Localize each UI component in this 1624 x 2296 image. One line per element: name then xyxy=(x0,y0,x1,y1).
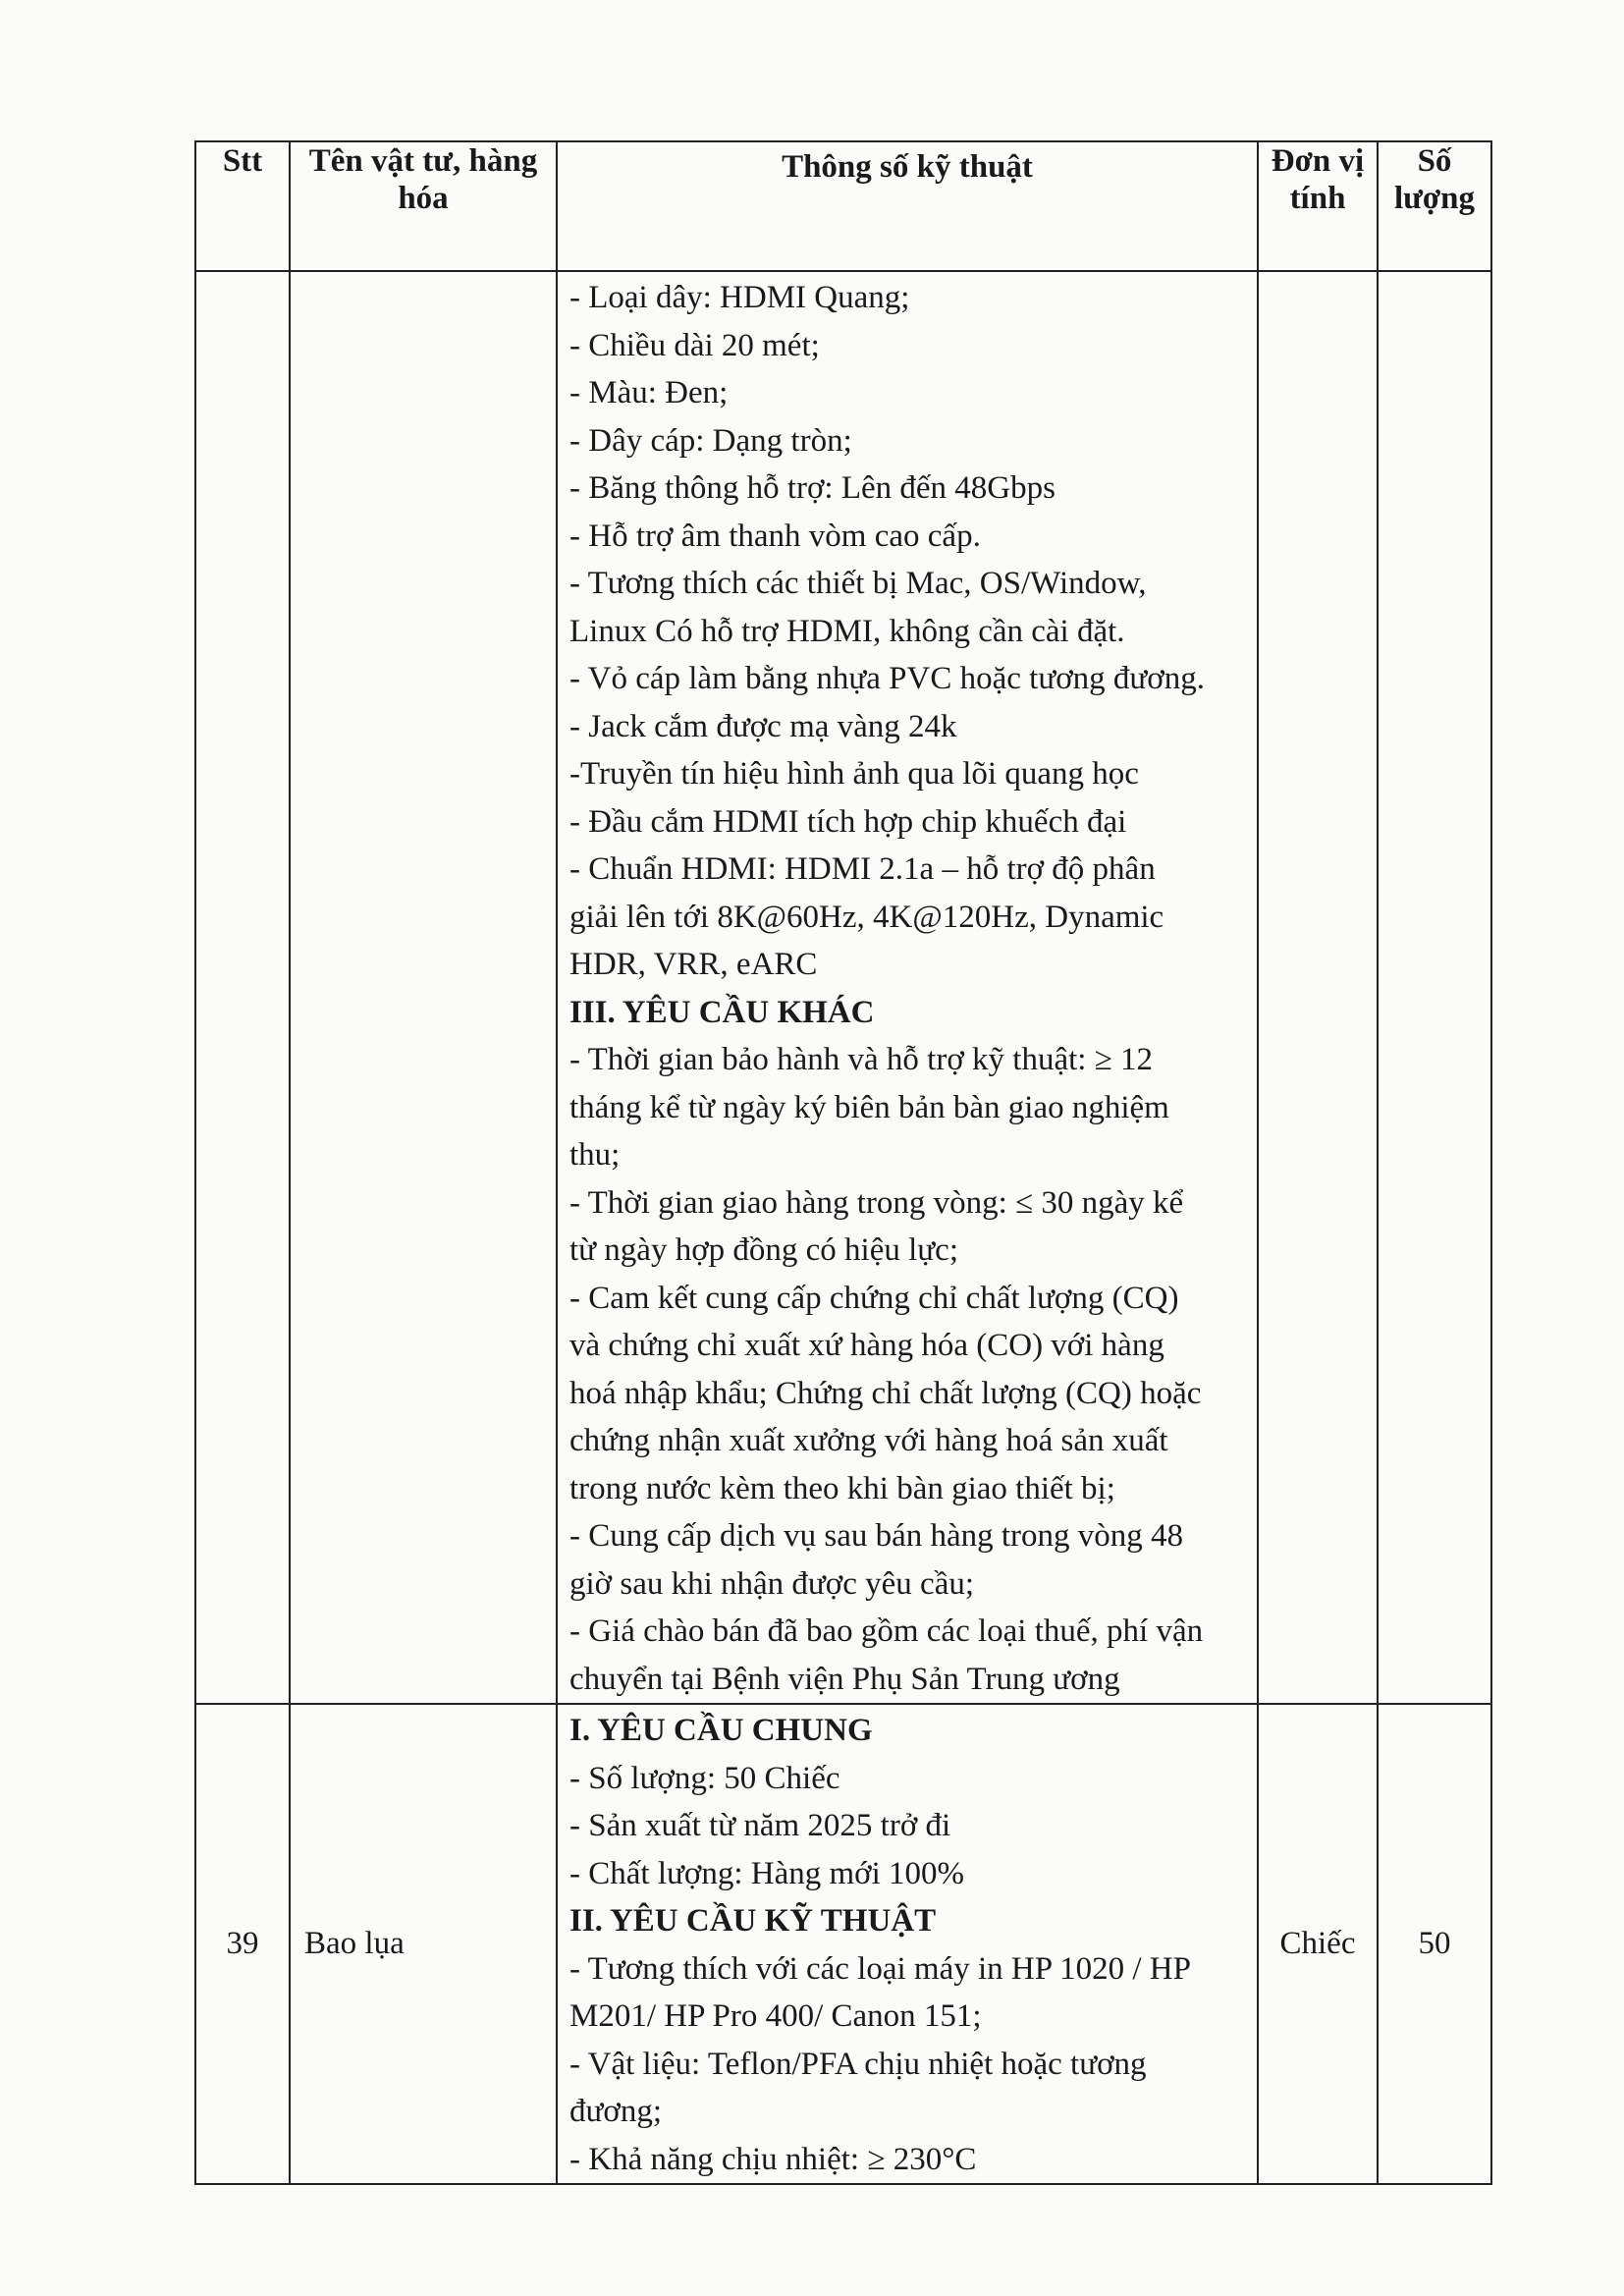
spec-line: giải lên tới 8K@60Hz, 4K@120Hz, Dynamic xyxy=(569,899,1164,935)
spec-line: - Cam kết cung cấp chứng chỉ chất lượng (CQ) xyxy=(569,1280,1179,1316)
spec-line: Linux Có hỗ trợ HDMI, không cần cài đặt. xyxy=(569,613,1125,649)
table-row xyxy=(195,271,1491,1704)
spec-line: - Tương thích với các loại máy in HP 1020 / HP xyxy=(569,1950,1191,1987)
section-heading: III. YÊU CẦU KHÁC xyxy=(569,994,875,1030)
spec-line: đương; xyxy=(569,2094,663,2129)
spec-line: - Vật liệu: Teflon/PFA chịu nhiệt hoặc tương xyxy=(569,2046,1147,2082)
spec-line: - Băng thông hỗ trợ: Lên đến 48Gbps xyxy=(569,470,1056,506)
spec-line: - Chuẩn HDMI: HDMI 2.1a – hỗ trợ độ phân xyxy=(569,851,1156,887)
section-heading: II. YÊU CẦU KỸ THUẬT xyxy=(569,1903,937,1939)
table-row xyxy=(195,1704,1491,2184)
row-qty xyxy=(1378,271,1491,1704)
spec-line: - Khả năng chịu nhiệt: ≥ 230°C xyxy=(569,2141,977,2177)
spec-line: - Tương thích các thiết bị Mac, OS/Window, xyxy=(569,566,1147,601)
spec-line: - Vỏ cáp làm bằng nhựa PVC hoặc tương đương. xyxy=(569,661,1206,696)
spec-line: chuyển tại Bệnh viện Phụ Sản Trung ương xyxy=(569,1661,1120,1697)
spec-line: giờ sau khi nhận được yêu cầu; xyxy=(569,1565,975,1602)
spec-line: chứng nhận xuất xưởng với hàng hoá sản xuất xyxy=(569,1423,1168,1458)
row-spec xyxy=(557,1704,1258,2184)
row-stt: 39 xyxy=(195,1704,290,2184)
spec-line: - Hỗ trợ âm thanh vòm cao cấp. xyxy=(569,518,981,554)
row-spec xyxy=(557,271,1258,1704)
row-stt xyxy=(195,271,290,1704)
spec-line: - Thời gian giao hàng trong vòng: ≤ 30 ngày kể xyxy=(569,1184,1184,1221)
spec-line: và chứng chỉ xuất xứ hàng hóa (CO) với hàng xyxy=(569,1328,1164,1363)
spec-line: M201/ HP Pro 400/ Canon 151; xyxy=(569,1998,982,2034)
spec-line: - Chất lượng: Hàng mới 100% xyxy=(569,1855,964,1891)
spec-line: - Giá chào bán đã bao gồm các loại thuế, phí vận xyxy=(569,1613,1204,1649)
spec-line: thu; xyxy=(569,1137,621,1173)
spec-lines xyxy=(569,1707,1249,2183)
spec-table xyxy=(194,140,1492,2185)
header-qty: Số lượng xyxy=(1378,141,1491,271)
spec-line: - Thời gian bảo hành và hỗ trợ kỹ thuật: ≥ 12 xyxy=(569,1042,1154,1077)
spec-line: trong nước kèm theo khi bàn giao thiết bị; xyxy=(569,1470,1115,1506)
header-stt: Stt xyxy=(195,141,290,271)
row-name xyxy=(290,271,557,1704)
spec-line: - Cung cấp dịch vụ sau bán hàng trong vòng 48 xyxy=(569,1518,1184,1554)
spec-line: từ ngày hợp đồng có hiệu lực; xyxy=(569,1232,958,1268)
spec-line: - Số lượng: 50 Chiếc xyxy=(569,1760,840,1796)
row-qty: 50 xyxy=(1378,1704,1491,2184)
spec-line: hoá nhập khẩu; Chứng chỉ chất lượng (CQ) hoặc xyxy=(569,1375,1202,1411)
row-unit: Chiếc xyxy=(1258,1704,1378,2184)
header-unit: Đơn vị tính xyxy=(1258,141,1378,271)
spec-line: HDR, VRR, eARC xyxy=(569,947,818,982)
spec-line: - Chiều dài 20 mét; xyxy=(569,327,820,363)
row-name: Bao lụa xyxy=(290,1704,557,2184)
header-row xyxy=(195,141,1491,271)
spec-line: - Loại dây: HDMI Quang; xyxy=(569,280,910,315)
spec-line: - Jack cắm được mạ vàng 24k xyxy=(569,708,957,744)
spec-line: - Dây cáp: Dạng tròn; xyxy=(569,422,852,459)
spec-line: - Đầu cắm HDMI tích hợp chip khuếch đại xyxy=(569,803,1127,840)
spec-line: - Màu: Đen; xyxy=(569,375,729,410)
spec-lines xyxy=(569,274,1249,1703)
spec-line: tháng kể từ ngày ký biên bản bàn giao nghiệm xyxy=(569,1089,1169,1125)
spec-line: - Sản xuất từ năm 2025 trở đi xyxy=(569,1808,951,1843)
row-unit xyxy=(1258,271,1378,1704)
header-name: Tên vật tư, hàng hóa xyxy=(290,141,557,271)
spec-line: -Truyền tín hiệu hình ảnh qua lõi quang học xyxy=(569,756,1139,792)
section-heading: I. YÊU CẦU CHUNG xyxy=(569,1713,873,1748)
header-spec: Thông số kỹ thuật xyxy=(557,141,1258,271)
